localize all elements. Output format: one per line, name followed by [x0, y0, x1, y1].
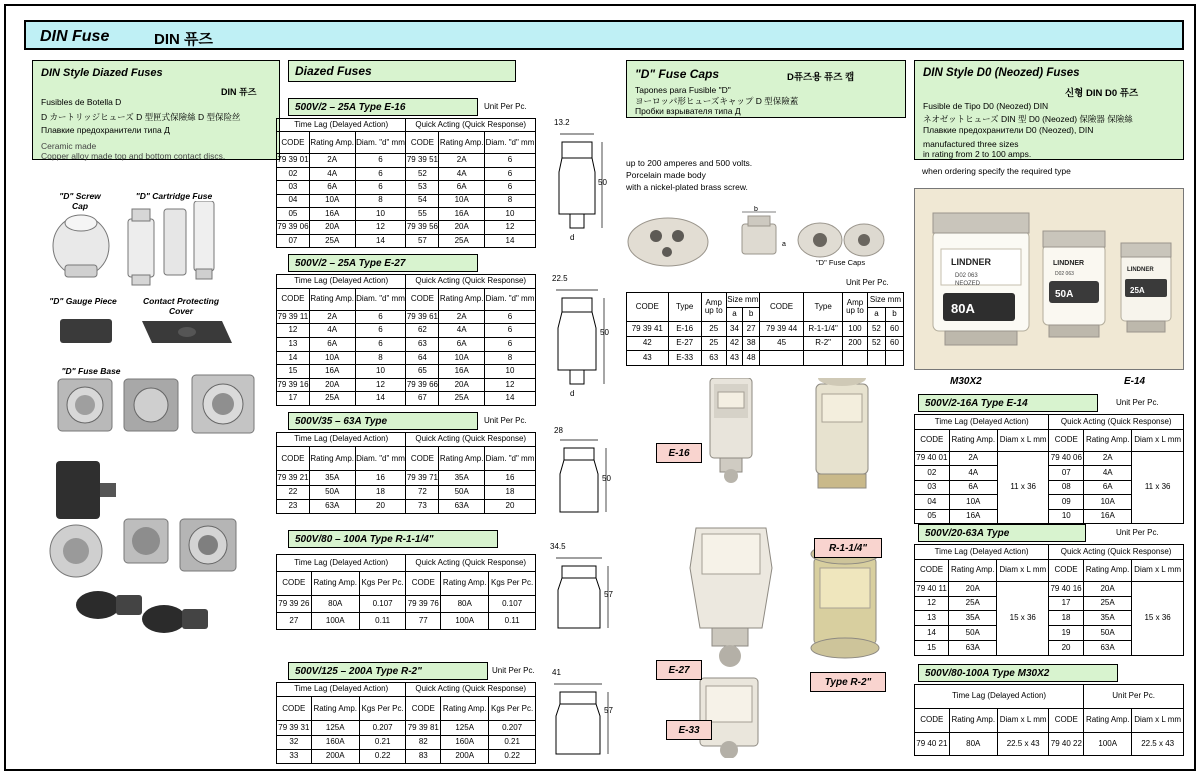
- h-rating: Rating Amp.: [441, 572, 489, 596]
- right-table-0: [914, 414, 1184, 524]
- h-type: Type: [668, 293, 701, 322]
- col-timelag: Time Lag (Delayed Action): [277, 683, 406, 697]
- h-diam: Diam x L mm: [1132, 429, 1184, 451]
- caps-title: "D" Fuse Caps: [635, 67, 720, 81]
- right-panel-line-1: ネオゼットヒューズ DIN 型 D0 (Neozed) 保險器 保險絲: [923, 114, 1133, 124]
- table-row: 04 10A 09 10A: [915, 495, 1184, 510]
- diazed-section-title: [288, 60, 516, 82]
- caps-panel-header: [626, 60, 906, 118]
- h-diam: Diam x L mm: [997, 429, 1049, 451]
- h-diam: Diam. "d" mm: [485, 132, 536, 154]
- left-illustrations: [46, 201, 286, 761]
- h-type: Type: [804, 293, 843, 322]
- table-row: 79 40 01 2A 11 x 36 79 40 06 2A 11 x 36: [915, 451, 1184, 466]
- dim-0-side: 50: [598, 178, 607, 187]
- h-rating: Rating Amp.: [311, 572, 359, 596]
- photo-label-e-14: E-14: [1124, 376, 1146, 387]
- h-rating: Rating Amp.: [949, 429, 997, 451]
- dim-left: 11 x 36: [997, 451, 1049, 524]
- caps-note-0: up to 200 amperes and 500 volts.: [626, 158, 753, 168]
- table-row: 15 63A 20 63A: [915, 641, 1184, 656]
- diazed-table-4-title-label: 500V/125 – 200A Type R-2": [295, 665, 422, 677]
- diazed-table-2-unit: Unit Per Pc.: [484, 416, 527, 425]
- page-title: DIN Fuse: [40, 28, 110, 45]
- table-row: 79 40 11 20A 15 x 36 79 40 16 20A 15 x 36: [915, 581, 1184, 596]
- h-a: a: [867, 307, 885, 322]
- diazed-table-3-title: [288, 530, 498, 548]
- table-row: 02 4A 6 52 4A 6: [277, 167, 536, 180]
- dim-4-side: 57: [604, 706, 613, 715]
- caption-gauge-piece: "D" Gauge Piece: [49, 296, 117, 306]
- table-row: 32 160A 0.21 82 160A 0.21: [277, 735, 536, 749]
- table-row: 43 E-33 63 43 48: [627, 351, 904, 366]
- right-table-1-title-label: 500V/20-63A Type: [925, 527, 1010, 539]
- table-row: 14 50A 19 50A: [915, 626, 1184, 641]
- col-timelag: Time Lag (Delayed Action): [915, 685, 1084, 709]
- svg-text:25A: 25A: [1130, 286, 1145, 295]
- h-code: CODE: [406, 288, 439, 310]
- diazed-section-title-label: Diazed Fuses: [295, 64, 372, 78]
- h-rating: Rating Amp.: [309, 447, 355, 471]
- photo-label-m30x2: M30X2: [950, 376, 982, 387]
- h-code: CODE: [1049, 708, 1084, 732]
- h-code: CODE: [759, 293, 803, 322]
- caption-fuse-base: "D" Fuse Base: [61, 366, 121, 376]
- fuse-drawing-r114: [546, 552, 616, 642]
- table-row: 79 39 16 20A 12 79 39 66 20A 12: [277, 378, 536, 392]
- table-row: 12 25A 17 25A: [915, 596, 1184, 611]
- page-title-kr: DIN 퓨즈: [154, 31, 213, 48]
- caption-contact-cover: Contact Protecting Cover: [142, 296, 220, 316]
- h-rating: Rating Amp.: [309, 288, 355, 310]
- table-row: 79 39 41 E-16 25 34 27 79 39 44 R-1-1/4" 100 52 60: [627, 322, 904, 337]
- right-panel-line-0: Fusible de Tipo D0 (Neozed) DIN: [923, 101, 1049, 111]
- right-table-2-title: [918, 664, 1118, 682]
- h-code: CODE: [915, 429, 950, 451]
- table-row: 15 16A 10 65 16A 10: [277, 365, 536, 379]
- h-amp: Amp up to: [701, 293, 726, 322]
- h-amp: Amp up to: [843, 293, 868, 322]
- dim-0-top: 13.2: [554, 118, 570, 127]
- svg-text:LINDNER: LINDNER: [1053, 260, 1085, 267]
- table-row: 79 39 06 20A 12 79 39 56 20A 12: [277, 221, 536, 234]
- dim-left: 15 x 36: [997, 581, 1049, 655]
- h-kgs: Kgs Per Pc.: [489, 697, 536, 721]
- table-row: 17 25A 14 67 25A 14: [277, 392, 536, 406]
- dim-right: 15 x 36: [1132, 581, 1184, 655]
- svg-text:50A: 50A: [1055, 289, 1074, 300]
- table-row: 04 10A 8 54 10A 8: [277, 194, 536, 207]
- left-panel-note-0: Ceramic made: [41, 141, 97, 151]
- h-code: CODE: [277, 288, 310, 310]
- h-code: CODE: [915, 708, 950, 732]
- h-b: b: [743, 307, 760, 322]
- table-row: 79 39 01 2A 6 79 39 51 2A 6: [277, 154, 536, 167]
- col-quick: Quick Acting (Quick Response): [406, 275, 536, 289]
- h-b: b: [885, 307, 903, 322]
- col-quick: Quick Acting (Quick Response): [406, 555, 536, 572]
- table-row: 42 E-27 25 42 38 45 R-2" 200 52 60: [627, 336, 904, 351]
- svg-text:LINDNER: LINDNER: [1127, 267, 1154, 273]
- right-panel-note-1: in rating from 2 to 100 amps.: [923, 149, 1032, 159]
- table-row: 79 40 21 80A 22.5 x 43 79 40 22 100A 22.5 x 43: [915, 732, 1184, 756]
- svg-text:d: d: [570, 389, 575, 398]
- h-rating: Rating Amp.: [1084, 708, 1132, 732]
- left-panel-title-kr: DIN 퓨즈: [221, 87, 257, 97]
- diazed-table-0-title-label: 500V/2 – 25A Type E-16: [295, 101, 406, 113]
- right-table-2: [914, 684, 1184, 756]
- diazed-table-4: [276, 682, 536, 764]
- right-table-1-unit: Unit Per Pc.: [1116, 528, 1159, 537]
- svg-text:80A: 80A: [951, 301, 975, 316]
- caps-unit: Unit Per Pc.: [846, 278, 889, 287]
- diazed-table-2: [276, 432, 536, 514]
- col-timelag: Time Lag (Delayed Action): [915, 545, 1049, 560]
- table-row: 23 63A 20 73 63A 20: [277, 499, 536, 513]
- diazed-table-0-title: [288, 98, 478, 116]
- table-row: 05 16A 10 55 16A 10: [277, 207, 536, 220]
- caps-line-0: Tapones para Fusible "D": [635, 85, 731, 95]
- svg-text:NEOZED: NEOZED: [955, 281, 981, 287]
- h-kgs: Kgs Per Pc.: [359, 572, 406, 596]
- svg-text:b: b: [754, 206, 758, 213]
- table-row: 03 6A 6 53 6A 6: [277, 181, 536, 194]
- fuse-drawing-r2: [544, 678, 616, 764]
- right-panel-title: DIN Style D0 (Neozed) Fuses: [923, 67, 1080, 79]
- svg-text:LINDNER: LINDNER: [951, 257, 991, 267]
- h-rating: Rating Amp.: [1083, 559, 1131, 581]
- table-row: 27 100A 0.11 77 100A 0.11: [277, 613, 536, 630]
- h-code: CODE: [277, 572, 312, 596]
- caps-product-photos: [626, 378, 906, 758]
- h-rating: Rating Amp.: [949, 708, 997, 732]
- h-rating: Rating Amp.: [439, 132, 485, 154]
- svg-text:a: a: [782, 241, 786, 248]
- unit-per-pc: Unit Per Pc.: [1084, 685, 1184, 709]
- left-panel-note-1: Copper alloy made top and bottom contact discs.: [41, 151, 226, 161]
- h-code: CODE: [406, 447, 439, 471]
- table-row: 79 39 26 80A 0.107 79 39 76 80A 0.107: [277, 596, 536, 613]
- dim-4-top: 41: [552, 668, 561, 677]
- neozed-photo: [914, 188, 1184, 370]
- fuse-drawing-63a: [546, 434, 616, 534]
- h-rating: Rating Amp.: [311, 697, 359, 721]
- h-code: CODE: [406, 132, 439, 154]
- col-quick: Quick Acting (Quick Response): [1049, 415, 1184, 430]
- h-diam: Diam. "d" mm: [355, 288, 406, 310]
- right-panel-line-2: Плавкие предохранители D0 (Neozed), DIN: [923, 125, 1094, 135]
- col-timelag: Time Lag (Delayed Action): [277, 275, 406, 289]
- table-row: 79 39 21 35A 16 79 39 71 35A 16: [277, 471, 536, 485]
- h-kgs: Kgs Per Pc.: [359, 697, 406, 721]
- diazed-table-2-title-label: 500V/35 – 63A Type: [295, 415, 388, 427]
- col-quick: Quick Acting (Quick Response): [406, 683, 536, 697]
- dim-2-top: 28: [554, 426, 563, 435]
- left-panel-line-1: D カートリッジヒューズ D 型匣式保險絲 D 型保险丝: [41, 112, 241, 122]
- h-rating: Rating Amp.: [949, 559, 997, 581]
- caps-title-kr: D퓨즈용 퓨즈 캡: [787, 72, 855, 83]
- label-r-1-1-4: R-1-1/4": [814, 538, 882, 558]
- h-code: CODE: [915, 559, 949, 581]
- caps-note-1: Porcelain made body: [626, 170, 706, 180]
- right-table-0-title: [918, 394, 1098, 412]
- caps-line-2: Пробки взрывателя типа Д: [635, 106, 741, 116]
- dim-right: 11 x 36: [1132, 451, 1184, 524]
- right-table-2-title-label: 500V/80-100A Type M30X2: [925, 667, 1050, 679]
- col-timelag: Time Lag (Delayed Action): [277, 119, 406, 132]
- caps-line-1: ヨーロッパ形ヒューズキャップ D 型保險蓋: [635, 96, 799, 106]
- fuse-drawing-e27: [544, 286, 614, 401]
- right-panel-header: [914, 60, 1184, 160]
- table-row: 13 35A 18 35A: [915, 611, 1184, 626]
- diazed-table-0-unit: Unit Per Pc.: [484, 102, 527, 111]
- right-table-0-unit: Unit Per Pc.: [1116, 398, 1159, 407]
- h-diam: Diam x L mm: [997, 559, 1049, 581]
- table-row: 79 39 31 125A 0.207 79 39 81 125A 0.207: [277, 721, 536, 735]
- table-row: 13 6A 6 63 6A 6: [277, 337, 536, 351]
- right-panel-title-kr: 신형 DIN D0 퓨즈: [1065, 88, 1139, 99]
- h-rating: Rating Amp.: [309, 132, 355, 154]
- h-code: CODE: [406, 572, 441, 596]
- diazed-table-1-title-label: 500V/2 – 25A Type E-27: [295, 257, 406, 269]
- h-size: Size mm: [867, 293, 903, 308]
- diazed-table-4-unit: Unit Per Pc.: [492, 666, 535, 675]
- col-quick: Quick Acting (Quick Response): [406, 119, 536, 132]
- right-table-0-title-label: 500V/2-16A Type E-14: [925, 397, 1028, 409]
- caps-note-2: with a nickel-plated brass screw.: [626, 182, 748, 192]
- table-row: 33 200A 0.22 83 200A 0.22: [277, 749, 536, 763]
- dim-3-top: 34.5: [550, 542, 566, 551]
- left-panel-line-2: Плавкие предохранители типа Д: [41, 125, 170, 135]
- diazed-table-3: [276, 554, 536, 630]
- h-code: CODE: [406, 697, 441, 721]
- h-code: CODE: [277, 447, 310, 471]
- table-row: 05 16A 10 16A: [915, 509, 1184, 524]
- h-diam: Diam. "d" mm: [355, 132, 406, 154]
- left-panel-header: [32, 60, 280, 160]
- left-panel-title: DIN Style Diazed Fuses: [41, 67, 163, 79]
- h-rating: Rating Amp.: [1084, 429, 1132, 451]
- svg-text:d: d: [570, 233, 575, 242]
- svg-text:D02 063: D02 063: [955, 273, 978, 279]
- h-rating: Rating Amp.: [439, 447, 485, 471]
- h-code: CODE: [277, 132, 310, 154]
- dim-1-top: 22.5: [552, 274, 568, 283]
- h-a: a: [726, 307, 743, 322]
- h-code: CODE: [627, 293, 669, 322]
- right-panel-note-0: manufactured three sizes: [923, 139, 1019, 149]
- h-rating: Rating Amp.: [439, 288, 485, 310]
- h-code: CODE: [1049, 559, 1084, 581]
- h-diam: Diam x L mm: [1132, 708, 1184, 732]
- col-timelag: Time Lag (Delayed Action): [915, 415, 1049, 430]
- label-e-33: E-33: [666, 720, 712, 740]
- h-rating: Rating Amp.: [441, 697, 489, 721]
- diazed-table-2-title: [288, 412, 478, 430]
- caption-cartridge-fuse: "D" Cartridge Fuse: [135, 191, 213, 201]
- diazed-table-1-title: [288, 254, 478, 272]
- page-header: [24, 20, 1184, 50]
- h-diam: Diam x L mm: [997, 708, 1049, 732]
- dim-1-side: 50: [600, 328, 609, 337]
- table-row: 12 4A 6 62 4A 6: [277, 324, 536, 338]
- dim-3-side: 57: [604, 590, 613, 599]
- diazed-table-4-title: [288, 662, 488, 680]
- dim-2-side: 50: [602, 474, 611, 483]
- col-quick: Quick Acting (Quick Response): [406, 433, 536, 447]
- col-timelag: Time Lag (Delayed Action): [277, 433, 406, 447]
- label-e-27: E-27: [656, 660, 702, 680]
- h-diam: Diam. "d" mm: [485, 447, 536, 471]
- right-table-1: [914, 544, 1184, 656]
- col-timelag: Time Lag (Delayed Action): [277, 555, 406, 572]
- caps-table: [626, 292, 904, 366]
- diazed-table-0: [276, 118, 536, 248]
- table-row: 03 6A 08 6A: [915, 480, 1184, 495]
- fuse-drawing-e16: [546, 128, 612, 248]
- h-diam: Diam. "d" mm: [355, 447, 406, 471]
- col-quick: Quick Acting (Quick Response): [1049, 545, 1184, 560]
- left-panel-line-0: Fusibles de Botella D: [41, 97, 122, 107]
- catalog-page: [4, 4, 1196, 771]
- table-row: 02 4A 07 4A: [915, 466, 1184, 481]
- svg-text:D02 063: D02 063: [1055, 271, 1074, 277]
- h-size: Size mm: [726, 293, 759, 308]
- diazed-table-3-title-label: 500V/80 – 100A Type R-1-1/4": [295, 533, 434, 545]
- h-code: CODE: [277, 697, 312, 721]
- caption-screw-cap: "D" Screw Cap: [59, 191, 101, 211]
- caps-photo-caption: "D" Fuse Caps: [816, 258, 866, 267]
- h-diam: Diam. "d" mm: [485, 288, 536, 310]
- h-code: CODE: [1049, 429, 1084, 451]
- table-row: 14 10A 8 64 10A 8: [277, 351, 536, 365]
- table-row: 22 50A 18 72 50A 18: [277, 485, 536, 499]
- diazed-table-1: [276, 274, 536, 406]
- right-panel-note-2: when ordering specify the required type: [922, 166, 1071, 176]
- table-row: 79 39 11 2A 6 79 39 61 2A 6: [277, 310, 536, 324]
- table-row: 07 25A 14 57 25A 14: [277, 234, 536, 247]
- h-diam: Diam x L mm: [1132, 559, 1184, 581]
- h-kgs: Kgs Per Pc.: [489, 572, 536, 596]
- label-e-16: E-16: [656, 443, 702, 463]
- right-table-1-title: [918, 524, 1086, 542]
- label-type-r-2: Type R-2": [810, 672, 886, 692]
